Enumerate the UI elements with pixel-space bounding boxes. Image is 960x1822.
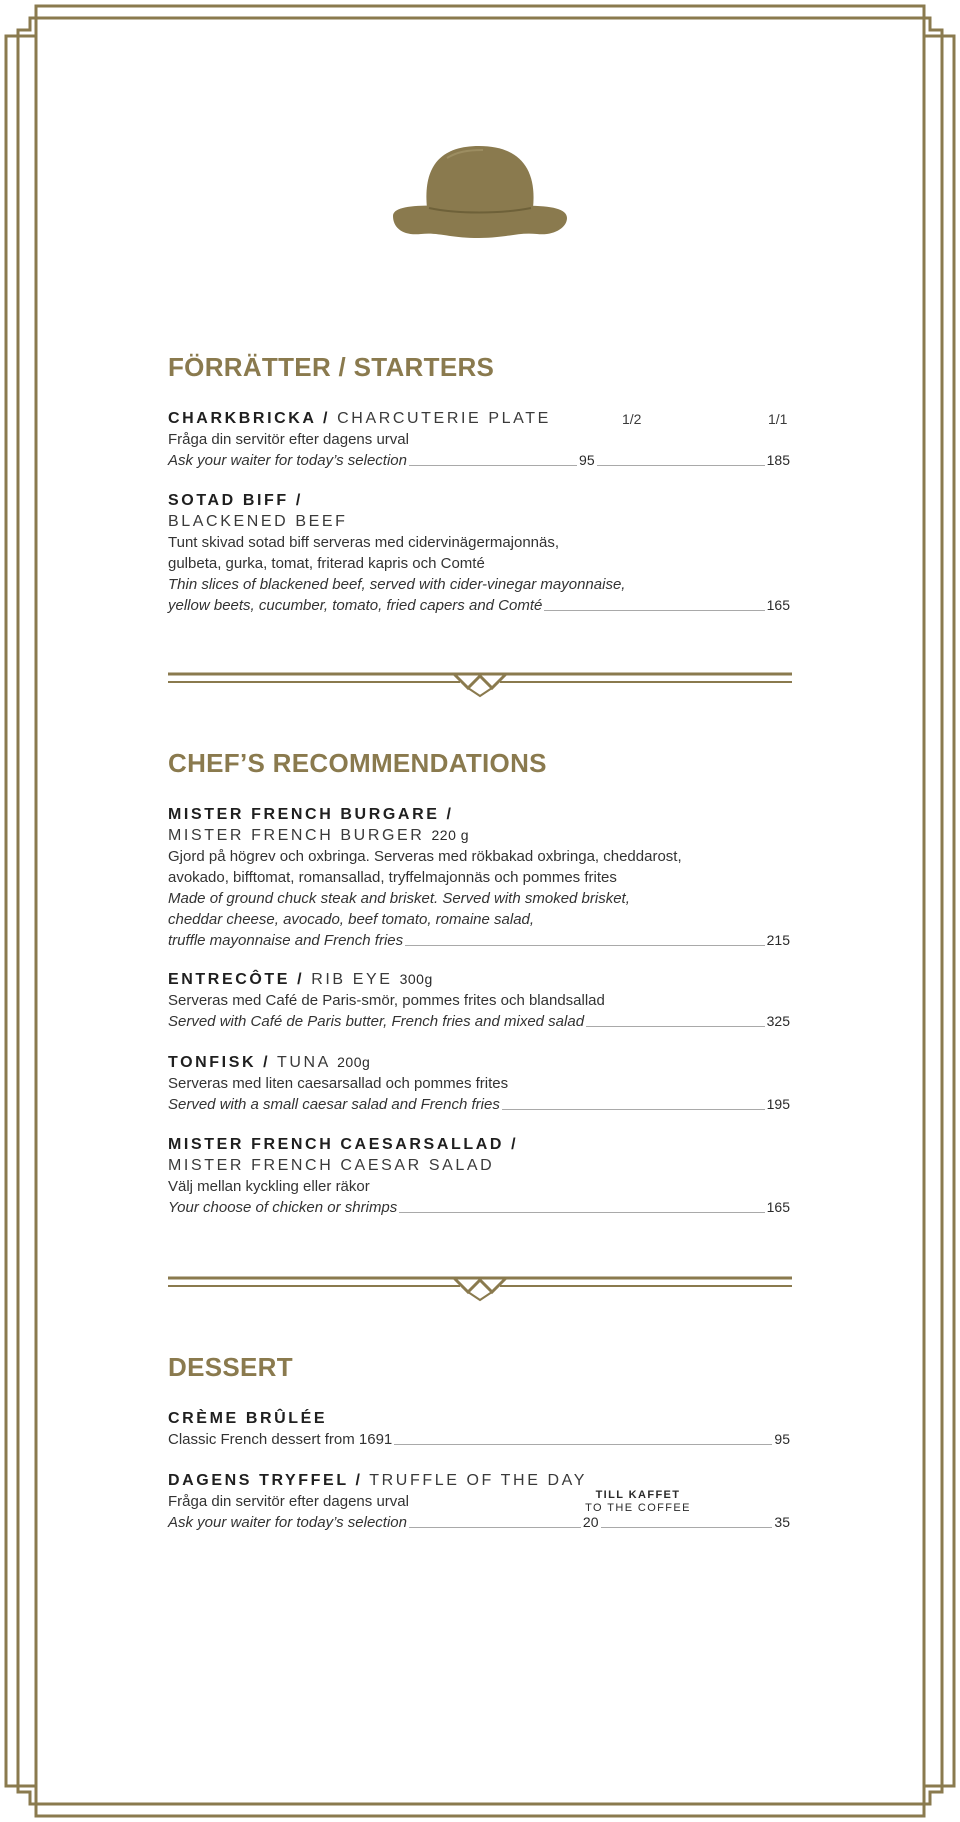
- item-desc-sv: Välj mellan kyckling eller räkor: [168, 1178, 370, 1195]
- item-price: 165: [766, 1199, 790, 1215]
- item-desc-sv-2: avokado, bifftomat, romansallad, tryffelmajonnäs och pommes frites: [168, 869, 617, 886]
- price-leader: [544, 610, 764, 611]
- item-desc-en: Served with Café de Paris butter, French fries and mixed salad: [168, 1013, 585, 1030]
- item-desc-en-1: Thin slices of blackened beef, served with cider-vinegar mayonnaise,: [168, 576, 626, 593]
- item-name-sv: MISTER FRENCH BURGARE /: [168, 806, 454, 823]
- price-leader: [394, 1444, 772, 1445]
- price-leader: [597, 465, 765, 466]
- item-desc-sv: Serveras med Café de Paris-smör, pommes frites och blandsallad: [168, 992, 605, 1009]
- item-price: 95: [774, 1431, 790, 1447]
- item-name-sv: ENTRECÔTE /: [168, 971, 305, 988]
- menu-item-tuna: [168, 1052, 790, 1115]
- item-name-en: TUNA: [277, 1054, 331, 1071]
- item-desc-sv-2: gulbeta, gurka, tomat, friterad kapris och Comté: [168, 555, 485, 572]
- item-desc-en-2: cheddar cheese, avocado, beef tomato, romaine salad,: [168, 911, 535, 928]
- item-price: 215: [766, 932, 790, 948]
- item-price: 195: [766, 1096, 790, 1112]
- item-desc-sv: Fråga din servitör efter dagens urval: [168, 1493, 409, 1510]
- price-half: 95: [579, 452, 595, 468]
- item-name-en: RIB EYE: [311, 971, 393, 988]
- menu-item-rib-eye: [168, 969, 790, 1032]
- price-leader: [409, 1527, 581, 1528]
- ornamental-divider: [168, 1274, 792, 1302]
- item-desc-sv: Fråga din servitör efter dagens urval: [168, 431, 409, 448]
- item-price: 35: [774, 1514, 790, 1530]
- item-name-en: TRUFFLE OF THE DAY: [369, 1472, 588, 1489]
- price-leader: [409, 465, 577, 466]
- coffee-label: [578, 1489, 698, 1515]
- coffee-label-sv: TILL KAFFET: [595, 1489, 681, 1501]
- menu-item-charcuterie: [168, 408, 790, 471]
- size-half-label: 1/2: [622, 411, 642, 427]
- item-desc-en: Ask your waiter for today’s selection: [168, 452, 407, 469]
- item-desc-en-2: yellow beets, cucumber, tomato, fried capers and Comté: [168, 597, 543, 614]
- item-weight: 220 g: [431, 827, 470, 843]
- price-leader: [586, 1026, 765, 1027]
- item-name-en: MISTER FRENCH BURGER: [168, 827, 425, 844]
- item-desc-sv: Serveras med liten caesarsallad och pommes frites: [168, 1075, 509, 1092]
- bowler-hat-icon: [387, 138, 573, 248]
- coffee-label-en: TO THE COFFEE: [585, 1502, 691, 1514]
- section-title-dessert: DESSERT: [168, 1352, 293, 1382]
- item-name-sv: TONFISK /: [168, 1054, 271, 1071]
- price-leader: [601, 1527, 773, 1528]
- item-desc-en: Served with a small caesar salad and French fries: [168, 1096, 500, 1113]
- menu-item-truffle: [168, 1470, 790, 1533]
- item-name-sv: CHARKBRICKA /: [168, 410, 331, 427]
- section-title-starters: FÖRRÄTTER / STARTERS: [168, 352, 495, 382]
- price-coffee: 20: [582, 1514, 599, 1530]
- item-name-sv: SOTAD BIFF /: [168, 492, 303, 509]
- item-desc-en-3: truffle mayonnaise and French fries: [168, 932, 404, 949]
- item-desc: Classic French dessert from 1691: [168, 1431, 393, 1448]
- item-name-en: CHARCUTERIE PLATE: [337, 410, 551, 427]
- item-name-en: MISTER FRENCH CAESAR SALAD: [168, 1157, 495, 1174]
- price-leader: [405, 945, 765, 946]
- menu-item-creme-brulee: [168, 1408, 790, 1450]
- price-full: 185: [766, 452, 790, 468]
- item-weight: 200g: [337, 1054, 371, 1070]
- item-weight: 300g: [399, 971, 433, 987]
- section-title-chefs: CHEF’S RECOMMENDATIONS: [168, 748, 547, 778]
- item-name-sv: MISTER FRENCH CAESARSALLAD /: [168, 1136, 519, 1153]
- menu-item-burger: [168, 804, 790, 951]
- size-full-label: 1/1: [768, 411, 788, 427]
- item-desc-sv-1: Gjord på högrev och oxbringa. Serveras med rökbakad oxbringa, cheddarost,: [168, 848, 682, 865]
- price-leader: [502, 1109, 765, 1110]
- item-name-en: BLACKENED BEEF: [168, 513, 348, 530]
- item-price: 165: [766, 597, 790, 613]
- price-leader: [399, 1212, 764, 1213]
- item-desc-en: Your choose of chicken or shrimps: [168, 1199, 398, 1216]
- item-price: 325: [766, 1013, 790, 1029]
- menu-item-caesar: [168, 1134, 790, 1218]
- item-desc-sv-1: Tunt skivad sotad biff serveras med cidervinägermajonnäs,: [168, 534, 560, 551]
- item-name-sv: CRÈME BRÛLÉE: [168, 1410, 328, 1427]
- item-desc-en-1: Made of ground chuck steak and brisket. Served with smoked brisket,: [168, 890, 630, 907]
- ornamental-divider: [168, 670, 792, 698]
- menu-item-blackened-beef: [168, 490, 790, 616]
- item-name-sv: DAGENS TRYFFEL /: [168, 1472, 363, 1489]
- item-desc-en: Ask your waiter for today’s selection: [168, 1514, 407, 1531]
